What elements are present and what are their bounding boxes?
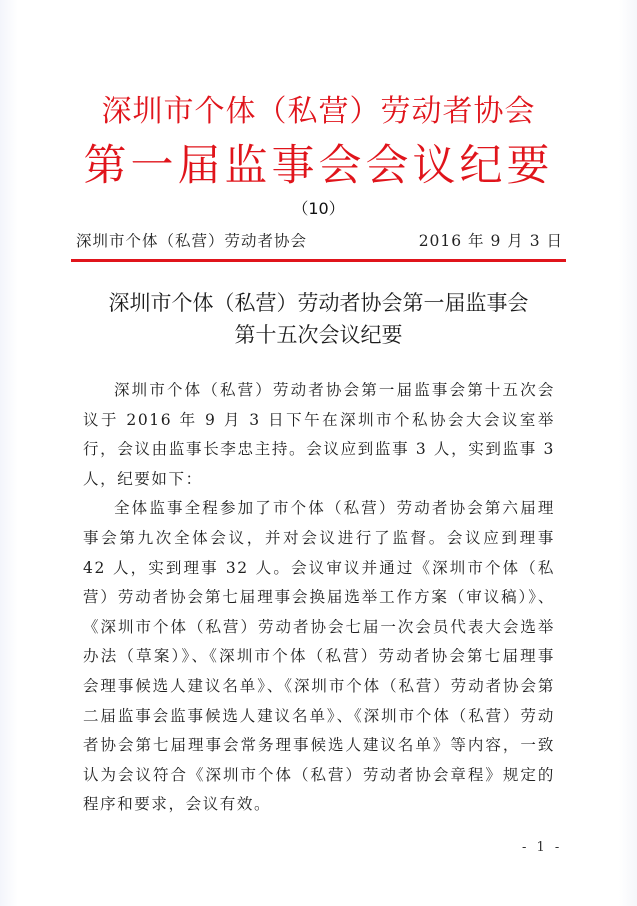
red-divider-rule [71, 259, 566, 262]
document-title-line-1: 深圳市个体（私营）劳动者协会第一届监事会 [108, 291, 529, 315]
issuer-name: 深圳市个体（私营）劳动者协会 [76, 232, 308, 250]
paragraph-supervision-summary: 全体监事全程参加了市个体（私营）劳动者协会第六届理事会第九次全体会议，并对会议进行了监督。会议应到理事 42 人，实到理事 32 人。会议审议并通过《深圳市个体（私营）劳动者协会第七届理事会换届选举工作方案（审议稿）》、《深圳市个体（私营）劳动者协会七届一次会员代表大会选举办法（草案）》、《深圳市个体（私营）劳动者协会第七届理事会理事候选人建议名单》、《深圳市个体（私营）劳动者协会第二届监事会监事候选人建议名单》、《深圳市个体（私营）劳动者协会第七届理事会常务理事候选人建议名单》等内容，一致认为会议符合《深圳市个体（私营）劳动者协会章程》规定的程序和要求，会议有效。 [83, 499, 555, 814]
document-title [0, 287, 637, 351]
series-masthead: 第一届监事会会议纪要 [83, 141, 554, 191]
paragraph-meeting-info: 深圳市个体（私营）劳动者协会第一届监事会第十五次会议于 2016 年 9 月 3 日下午在深圳市个私协会大会议室举行，会议由监事长李忠主持。会议应到监事 3 人，实到监事 3 人，纪要如下： [83, 381, 555, 488]
issuer-date-row [76, 229, 563, 253]
document-title-line-2: 第十五次会议纪要 [234, 323, 403, 347]
organization-masthead: 深圳市个体（私营）劳动者协会 [101, 94, 536, 129]
page-number: - 1 - [522, 840, 563, 855]
issue-date: 2016 年 9 月 3 日 [418, 232, 563, 250]
document-body [83, 376, 555, 820]
issue-number: （10） [292, 199, 345, 218]
